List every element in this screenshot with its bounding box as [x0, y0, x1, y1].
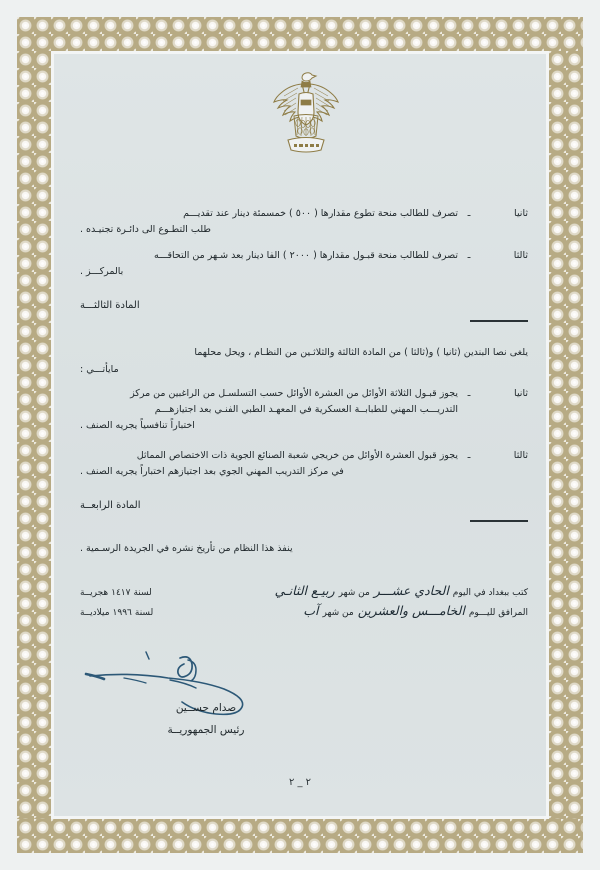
clause-label: ثالثا — [513, 250, 528, 261]
clause-label: ثانيا — [514, 388, 528, 399]
clause-thaniyan-top — [80, 206, 528, 241]
clause-label: ثانيا — [514, 208, 528, 219]
date-lines — [80, 582, 528, 622]
gregorian-year-label: لسنة — [134, 608, 154, 618]
article-three-underline — [470, 320, 528, 322]
clause-line-1: يجوز قبـول الثلاثة الأوائل من العشرة الأوائل حسب التسلسـل من الراغبين من مركز — [130, 388, 458, 399]
hijri-era: هجريــة — [80, 588, 109, 598]
gregorian-prefix: المرافق لليـــوم — [468, 608, 528, 618]
paper-sheet — [54, 54, 546, 816]
hijri-year: ١٤١٧ — [111, 588, 131, 598]
article-four-heading-block — [80, 500, 528, 530]
clause-line-3: اختباراً تنافسياً يجريه الصنف . — [80, 420, 195, 431]
clause-body — [80, 248, 458, 280]
date-line-hijri — [80, 582, 528, 602]
hijri-middle: من شهر — [338, 588, 370, 598]
hijri-prefix: كتب ببغداد في اليوم — [452, 588, 528, 598]
gregorian-month-handwritten: آب — [303, 603, 319, 618]
clause-row — [80, 248, 528, 280]
clause-body — [80, 448, 458, 480]
border-ornament-top — [17, 17, 583, 51]
hijri-day-handwritten: الحادي عشـــر — [373, 583, 449, 598]
eagle-of-saladin-emblem — [272, 68, 340, 162]
article-four-body-block — [80, 540, 528, 557]
article-three-intro-text — [80, 344, 528, 378]
clause-line-2: طلب التطـوع الى دائـرة تجنيـده . — [80, 224, 211, 235]
clause-row — [80, 206, 528, 238]
article-four-heading — [80, 500, 528, 511]
article-three-clause-thaniyan — [80, 386, 528, 437]
article-four-body: ينفذ هذا النظام من تأريخ نشره في الجريدة الرسـمية . — [80, 543, 293, 554]
clause-line-1: تصرف للطالب منحة قبـول مقدارها ( ٢٠٠٠ ) الفا دينار بعد شـهر من التحاقـــه — [154, 250, 458, 261]
clause-dash: ـ — [467, 208, 471, 219]
gregorian-middle: من شهر — [322, 608, 354, 618]
signer-name: صدام حســين — [175, 702, 237, 714]
date-line-gregorian — [80, 602, 528, 622]
article-three-intro — [80, 344, 528, 378]
clause-row — [80, 386, 528, 434]
hijri-year-label: لسنة — [133, 588, 152, 598]
article-three-heading-text: المادة الثالثـــة — [80, 300, 140, 311]
clause-line-1: تصرف للطالب منحة تطوع مقدارها ( ٥٠٠ ) خمسمئة دينار عند تقديـــم — [183, 208, 458, 219]
clause-row — [80, 448, 528, 480]
article-three-heading-block — [80, 300, 528, 330]
hijri-month-handwritten: ربيـع الثانـي — [274, 583, 335, 598]
signer-title: رئيس الجمهوريــة — [167, 724, 245, 736]
article-four-underline — [470, 520, 528, 522]
clause-line-1: يجوز قبول العشرة الأوائل من خريجي شعبة الصنائع الجوية ذات الاختصاص المماثل — [136, 450, 458, 461]
gregorian-day-handwritten: الخامـــس والعشرين — [357, 603, 465, 618]
clause-line-2: التدريـــب المهني للطبابــة العسكرية في المعهـد الطبي الفنـي بعد اجتيازهـــم — [154, 404, 458, 415]
gregorian-year: ١٩٩٦ — [112, 608, 132, 618]
page-number: ٢ _ ٢ — [288, 777, 312, 788]
clause-line-2: بالمركـــز . — [80, 266, 124, 277]
clause-body — [80, 386, 458, 434]
border-ornament-left — [17, 51, 51, 819]
article-three-heading — [80, 300, 528, 311]
article-three-clause-thalithan — [80, 448, 528, 483]
clause-dash: ـ — [467, 388, 471, 399]
intro-line-2: مايأتـــي : — [80, 364, 119, 375]
clause-line-2: في مركز التدريب المهني الجوي بعد اجتيازهم اختباراً يجريه الصنف . — [80, 466, 344, 477]
clause-dash: ـ — [467, 250, 471, 261]
clause-label: ثالثا — [513, 450, 528, 461]
border-ornament-right — [549, 51, 583, 819]
clause-thalithan-top — [80, 248, 528, 283]
clause-body — [80, 206, 458, 238]
intro-line-1: يلغى نصا البندين (ثانيا ) و(ثالثا ) من المادة الثالثة والثلاثـين من النظـام ، ويحل محلهما — [194, 347, 528, 358]
article-four-heading-text: المادة الرابعــة — [80, 500, 141, 511]
signature-block — [84, 650, 334, 755]
gregorian-era: ميلاديــة — [80, 608, 110, 618]
clause-dash: ـ — [467, 450, 471, 461]
border-ornament-bottom — [17, 819, 583, 853]
